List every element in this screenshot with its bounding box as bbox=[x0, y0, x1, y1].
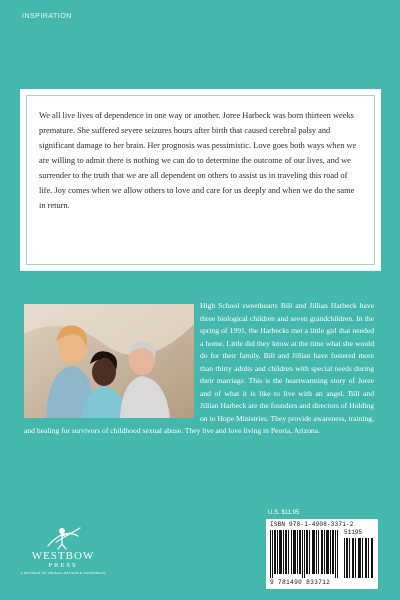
category-label: INSPIRATION bbox=[22, 13, 72, 20]
publisher-division: A DIVISION OF THOMAS NELSON & ZONDERVAN bbox=[20, 571, 106, 575]
publisher-name: WESTBOW bbox=[31, 550, 95, 562]
publisher-logo bbox=[18, 522, 108, 592]
publisher-sub: PRESS bbox=[48, 562, 78, 569]
author-bio bbox=[24, 300, 374, 438]
blurb-frame bbox=[26, 95, 375, 265]
barcode bbox=[266, 519, 378, 589]
author-bio-text: High School sweethearts Bill and Jillian Harbeck have three biological children and seven grandchildren. In the spring of 1991, the Harbecks met a little girl that needed a home. Little did they know at the time what she would do for their family. Bill and Jillian have fostered more than thirty adults and children with special needs during their marriage. This is the heartwarming story of Joree and of what it is like to live with an angel. Bill and Jillian Harbeck are the founders and directors of Holding on to Hope Ministries. They provide awareness, training, and healing for survivors of childhood sexual abuse. They live and love living in Peoria, Arizona. bbox=[24, 301, 374, 435]
blurb-text: We all live lives of dependence in one way or another. Joree Harbeck was born thirteen weeks premature. She suffered severe seizures hours after birth that caused cerebral palsy and significant damage to her brain. Her prognosis was pessimistic. Love goes both ways when we are willing to admit there is nothing we can do to determine the outcome of our lives, and we surrender to the truth that we are all dependent on others to assist us in traveling this road of life. Joy comes when we allow others to love and care for us deeply and when we do the same in return. bbox=[39, 111, 357, 210]
barcode-bars bbox=[270, 530, 374, 578]
barcode-number: 9 781490 833712 bbox=[270, 579, 331, 586]
isbn-label: ISBN 978-1-4908-3371-2 bbox=[270, 521, 354, 528]
barcode-addon-number: 51195 bbox=[344, 529, 363, 536]
photo-spacer bbox=[24, 300, 200, 420]
price-label: U.S. $11.95 bbox=[268, 510, 300, 516]
blurb-panel bbox=[20, 89, 381, 271]
archer-icon bbox=[18, 522, 108, 550]
